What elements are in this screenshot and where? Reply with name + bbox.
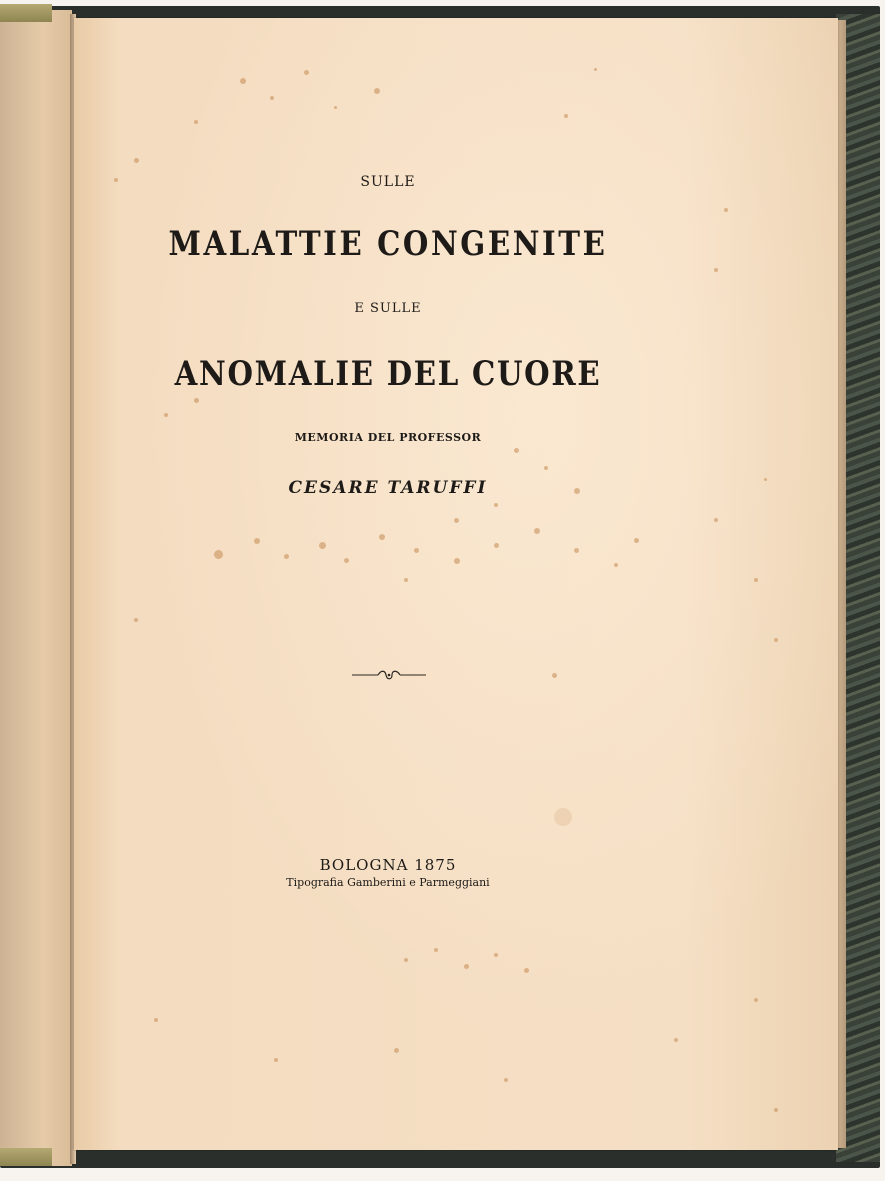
title-line-anomalie-del-cuore: ANOMALIE DEL CUORE	[174, 354, 602, 394]
foxing-spot	[504, 1078, 508, 1082]
foxing-spot	[154, 1018, 158, 1022]
foxing-spot	[404, 578, 408, 582]
foxing-spot	[564, 114, 568, 118]
foxing-spot	[514, 448, 519, 453]
foxing-spot	[754, 998, 758, 1002]
foxing-spot	[714, 518, 718, 522]
foxing-spot	[574, 548, 579, 553]
binding-corner-bottom	[0, 1148, 52, 1166]
foxing-spot	[524, 968, 529, 973]
foxing-spot	[334, 106, 337, 109]
foxing-spot	[774, 1108, 778, 1112]
foxing-spot	[494, 543, 499, 548]
left-endpaper	[0, 10, 72, 1166]
foxing-spot	[134, 618, 138, 622]
foxing-spot	[194, 398, 199, 403]
author-name: CESARE TARUFFI	[288, 478, 488, 498]
foxing-spot	[394, 1048, 399, 1053]
foxing-spot	[674, 1038, 678, 1042]
foxing-spot	[754, 578, 758, 582]
foxing-spot	[634, 538, 639, 543]
foxing-spot	[454, 518, 459, 523]
foxing-spot	[344, 558, 349, 563]
foxing-spot	[240, 78, 246, 84]
foxing-spot	[274, 1058, 278, 1062]
foxing-spot	[374, 88, 380, 94]
foxing-spot	[594, 68, 597, 71]
foxing-spot	[764, 478, 767, 481]
foxing-spot	[464, 964, 469, 969]
foxing-spot	[614, 563, 618, 567]
printer-flourish-icon	[350, 668, 428, 682]
foxing-spot	[214, 550, 223, 559]
foxing-spot	[714, 268, 718, 272]
foxing-spot	[414, 548, 419, 553]
imprint-city-year: BOLOGNA 1875	[319, 856, 457, 874]
title-line-sulle: SULLE	[360, 174, 416, 190]
foxing-spot	[164, 413, 168, 417]
foxing-spot	[284, 554, 289, 559]
foxing-spot	[319, 542, 326, 549]
title-line-malattie-congenite: MALATTIE CONGENITE	[168, 224, 608, 264]
foxing-spot	[134, 158, 139, 163]
binding-corner-top	[0, 4, 52, 22]
imprint-printer: Tipografia Gamberini e Parmeggiani	[286, 876, 490, 889]
foxing-spot	[724, 208, 728, 212]
foxing-spot	[270, 96, 274, 100]
foxing-spot	[404, 958, 408, 962]
foxing-spot	[434, 948, 438, 952]
foxing-spot	[494, 503, 498, 507]
foxing-spot	[554, 808, 572, 826]
foxing-spot	[194, 120, 198, 124]
foxing-spot	[544, 466, 548, 470]
page-edge	[838, 20, 846, 1148]
foxing-spot	[454, 558, 460, 564]
title-line-e-sulle: E SULLE	[354, 301, 422, 316]
foxing-spot	[774, 638, 778, 642]
foxing-spot	[254, 538, 260, 544]
foxing-spot	[552, 673, 557, 678]
byline: MEMORIA DEL PROFESSOR	[294, 431, 482, 444]
foxing-spot	[494, 953, 498, 957]
foxing-spot	[534, 528, 540, 534]
foxing-spot	[304, 70, 309, 75]
foxing-spot	[379, 534, 385, 540]
